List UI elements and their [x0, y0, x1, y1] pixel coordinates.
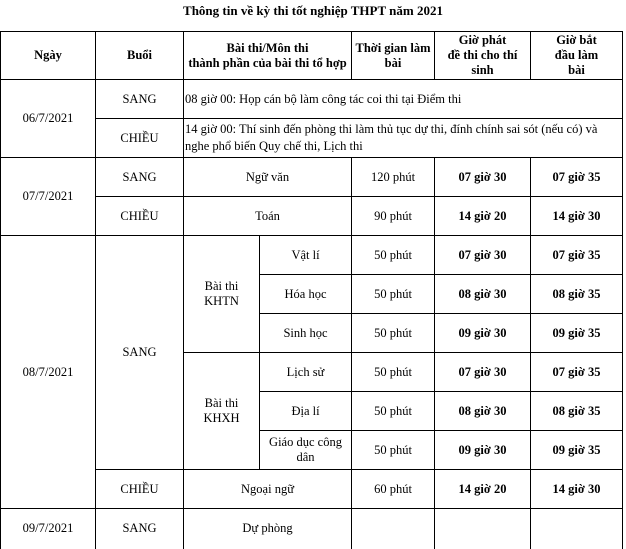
header-start-time: [531, 32, 623, 80]
header-row: [1, 32, 623, 80]
session-cell: CHIỀU: [96, 470, 184, 509]
session-cell: CHIỀU: [96, 197, 184, 236]
header-distribute-line2: đề thi cho thí sinh: [447, 48, 518, 77]
header-start-line3: bài: [568, 63, 585, 77]
start-time-cell: 07 giờ 35: [531, 236, 623, 275]
start-time-cell: 07 giờ 35: [531, 158, 623, 197]
header-distribute-line1: Giờ phát: [458, 33, 507, 47]
session-cell: SANG: [96, 158, 184, 197]
start-time-cell: 08 giờ 35: [531, 275, 623, 314]
header-day: Ngày: [1, 32, 96, 80]
duration-cell: 120 phút: [352, 158, 435, 197]
duration-cell: 50 phút: [352, 353, 435, 392]
start-time-cell: [531, 509, 623, 549]
start-time-cell: 09 giờ 35: [531, 314, 623, 353]
table-row: [1, 236, 623, 275]
day-cell: 09/7/2021: [1, 509, 96, 549]
group-cell: Bài thi KHXH: [184, 353, 260, 470]
distribute-time-cell: 07 giờ 30: [435, 353, 531, 392]
subject-cell: Vật lí: [260, 236, 352, 275]
session-cell: SANG: [96, 80, 184, 119]
table-row: [1, 80, 623, 119]
header-duration: [352, 32, 435, 80]
subject-cell: Hóa học: [260, 275, 352, 314]
page-title: Thông tin về kỳ thi tốt nghiệp THPT năm 2021: [183, 3, 443, 18]
session-cell: SANG: [96, 236, 184, 470]
subject-cell: Lịch sử: [260, 353, 352, 392]
subject-cell: Sinh học: [260, 314, 352, 353]
distribute-time-cell: 09 giờ 30: [435, 314, 531, 353]
start-time-cell: 09 giờ 35: [531, 431, 623, 470]
subject-cell: Địa lí: [260, 392, 352, 431]
duration-cell: 90 phút: [352, 197, 435, 236]
subject-cell: Ngữ văn: [184, 158, 352, 197]
duration-cell: 50 phút: [352, 236, 435, 275]
subject-cell: Ngoại ngữ: [184, 470, 352, 509]
day-cell: 06/7/2021: [1, 80, 96, 158]
distribute-time-cell: [435, 509, 531, 549]
distribute-time-cell: 14 giờ 20: [435, 470, 531, 509]
day-cell: 07/7/2021: [1, 158, 96, 236]
note-cell: 14 giờ 00: Thí sinh đến phòng thi làm thủ tục dự thi, đính chính sai sót (nếu có) và nghe phổ biến Quy chế thi, Lịch thi: [184, 119, 623, 158]
session-cell: CHIỀU: [96, 119, 184, 158]
distribute-time-cell: 07 giờ 30: [435, 236, 531, 275]
note-cell: 08 giờ 00: Họp cán bộ làm công tác coi thi tại Điểm thi: [184, 80, 623, 119]
duration-cell: 50 phút: [352, 314, 435, 353]
distribute-time-cell: 09 giờ 30: [435, 431, 531, 470]
session-cell: SANG: [96, 509, 184, 549]
distribute-time-cell: 08 giờ 30: [435, 275, 531, 314]
header-subject: [184, 32, 352, 80]
table-row: [1, 158, 623, 197]
distribute-time-cell: 08 giờ 30: [435, 392, 531, 431]
duration-cell: 50 phút: [352, 431, 435, 470]
header-subject-line1: Bài thi/Môn thi: [226, 40, 309, 55]
exam-schedule-table: [0, 31, 623, 549]
distribute-time-cell: 14 giờ 20: [435, 197, 531, 236]
header-duration-line2: bài: [384, 55, 402, 70]
subject-cell: Giáo dục công dân: [260, 431, 352, 470]
header-subject-line2: thành phần của bài thi tổ hợp: [188, 55, 347, 70]
header-start-line1: Giờ bắt: [556, 33, 597, 47]
distribute-time-cell: 07 giờ 30: [435, 158, 531, 197]
start-time-cell: 14 giờ 30: [531, 197, 623, 236]
group-cell: Bài thi KHTN: [184, 236, 260, 353]
table-row: [1, 509, 623, 549]
duration-cell: [352, 509, 435, 549]
duration-cell: 50 phút: [352, 392, 435, 431]
duration-cell: 60 phút: [352, 470, 435, 509]
day-cell: 08/7/2021: [1, 236, 96, 509]
duration-cell: 50 phút: [352, 275, 435, 314]
header-duration-line1: Thời gian làm: [355, 40, 431, 55]
start-time-cell: 14 giờ 30: [531, 470, 623, 509]
start-time-cell: 07 giờ 35: [531, 353, 623, 392]
subject-cell: Toán: [184, 197, 352, 236]
header-session: Buổi: [96, 32, 184, 80]
header-start-line2: đầu làm: [554, 48, 599, 62]
subject-cell: Dự phòng: [184, 509, 352, 549]
start-time-cell: 08 giờ 35: [531, 392, 623, 431]
header-distribute-time: [435, 32, 531, 80]
